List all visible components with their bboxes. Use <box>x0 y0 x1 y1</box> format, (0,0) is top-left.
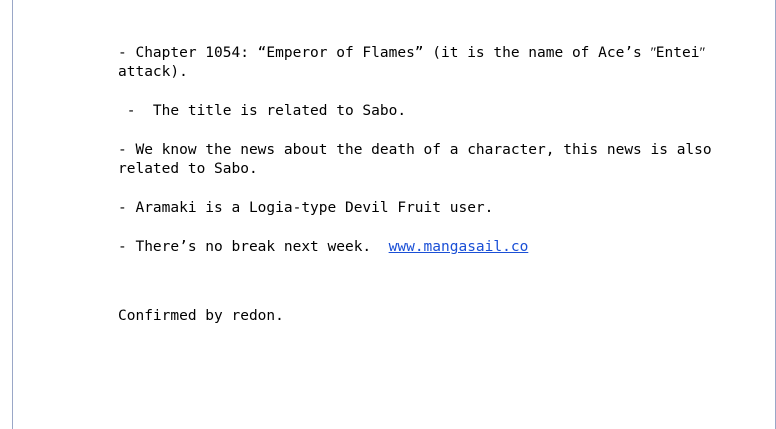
news-death-line: - We know the news about the death of a character, this news is also related to Sabo. <box>118 142 721 177</box>
break-week-line <box>118 238 718 257</box>
chapter-title-line: - Chapter 1054: “Emperor of Flames” (it is the name of Ace’s ʺEnteiʺ attack). <box>118 45 714 80</box>
mangasail-link[interactable]: www.mangasail.co <box>388 239 529 255</box>
aramaki-line: - Aramaki is a Logia-type Devil Fruit user. <box>118 200 494 216</box>
paragraph-spacer <box>118 277 718 307</box>
document-content <box>118 44 721 346</box>
left-margin-rule <box>12 0 13 429</box>
confirmation-line: Confirmed by redon. <box>118 308 284 324</box>
break-week-text: - There’s no break next week. <box>118 239 389 255</box>
title-relation-line: - The title is related to Sabo. <box>118 103 407 119</box>
